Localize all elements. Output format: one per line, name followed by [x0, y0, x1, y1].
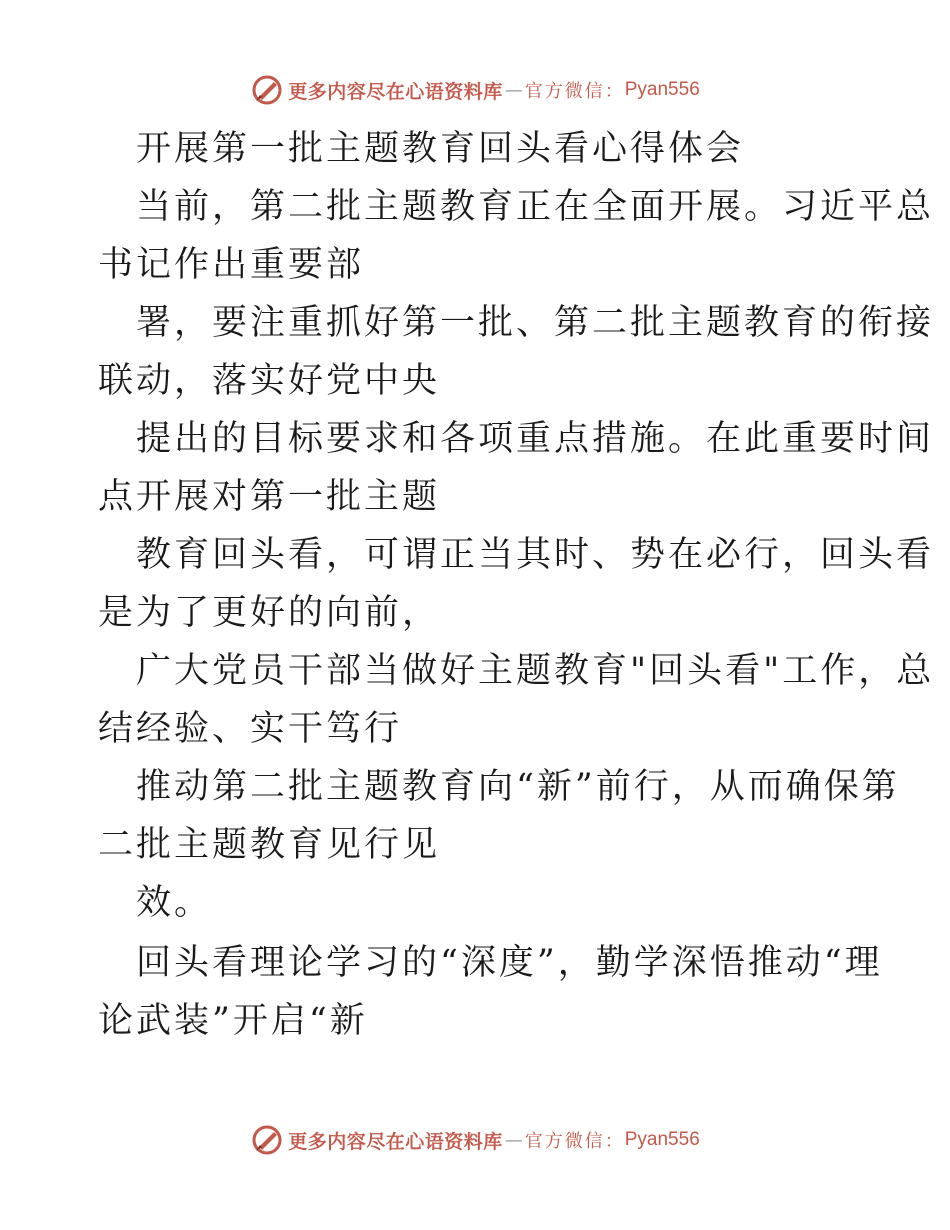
watermark-dash: — [504, 79, 523, 101]
paragraph-line: 提出的目标要求和各项重点措施。在此重要时间 [136, 419, 935, 459]
logo-icon [250, 73, 284, 107]
watermark-banner-bottom [0, 1118, 950, 1162]
paragraph-line: 结经验、实干笃行 [98, 709, 403, 749]
paragraph-line: 书记作出重要部 [98, 245, 365, 285]
watermark-wechat-id: Pyan556 [624, 1129, 700, 1150]
logo-icon [250, 1123, 284, 1157]
watermark-title: 更多内容尽在心语资料库 [288, 1130, 503, 1153]
watermark-dash: — [504, 1129, 523, 1151]
watermark-title: 更多内容尽在心语资料库 [288, 80, 503, 103]
watermark-banner-top [0, 68, 950, 112]
paragraph-line: 当前，第二批主题教育正在全面开展。习近平总 [136, 187, 935, 227]
watermark-wechat-label: 官方微信： [524, 81, 625, 102]
paragraph-line: 回头看理论学习的“深度”，勤学深悟推动“理 [136, 943, 883, 983]
paragraph-line: 推动第二批主题教育向“新”前行，从而确保第 [136, 767, 900, 807]
paragraph-line: 是为了更好的向前， [98, 593, 441, 633]
document-title: 开展第一批主题教育回头看心得体会 [136, 129, 745, 169]
paragraph-line: 二批主题教育见行见 [98, 825, 441, 865]
paragraph-line: 广大党员干部当做好主题教育"回头看"工作，总 [136, 651, 935, 691]
paragraph-line: 署，要注重抓好第一批、第二批主题教育的衔接 [136, 303, 935, 343]
paragraph-line: 教育回头看，可谓正当其时、势在必行，回头看 [136, 535, 935, 575]
paragraph-line: 论武装”开启“新 [98, 1001, 368, 1041]
watermark-wechat-id: Pyan556 [624, 79, 700, 100]
paragraph-line: 联动，落实好党中央 [98, 361, 441, 401]
paragraph-line: 点开展对第一批主题 [98, 477, 441, 517]
paragraph-line: 效。 [136, 883, 213, 923]
watermark-wechat-label: 官方微信： [524, 1131, 625, 1152]
